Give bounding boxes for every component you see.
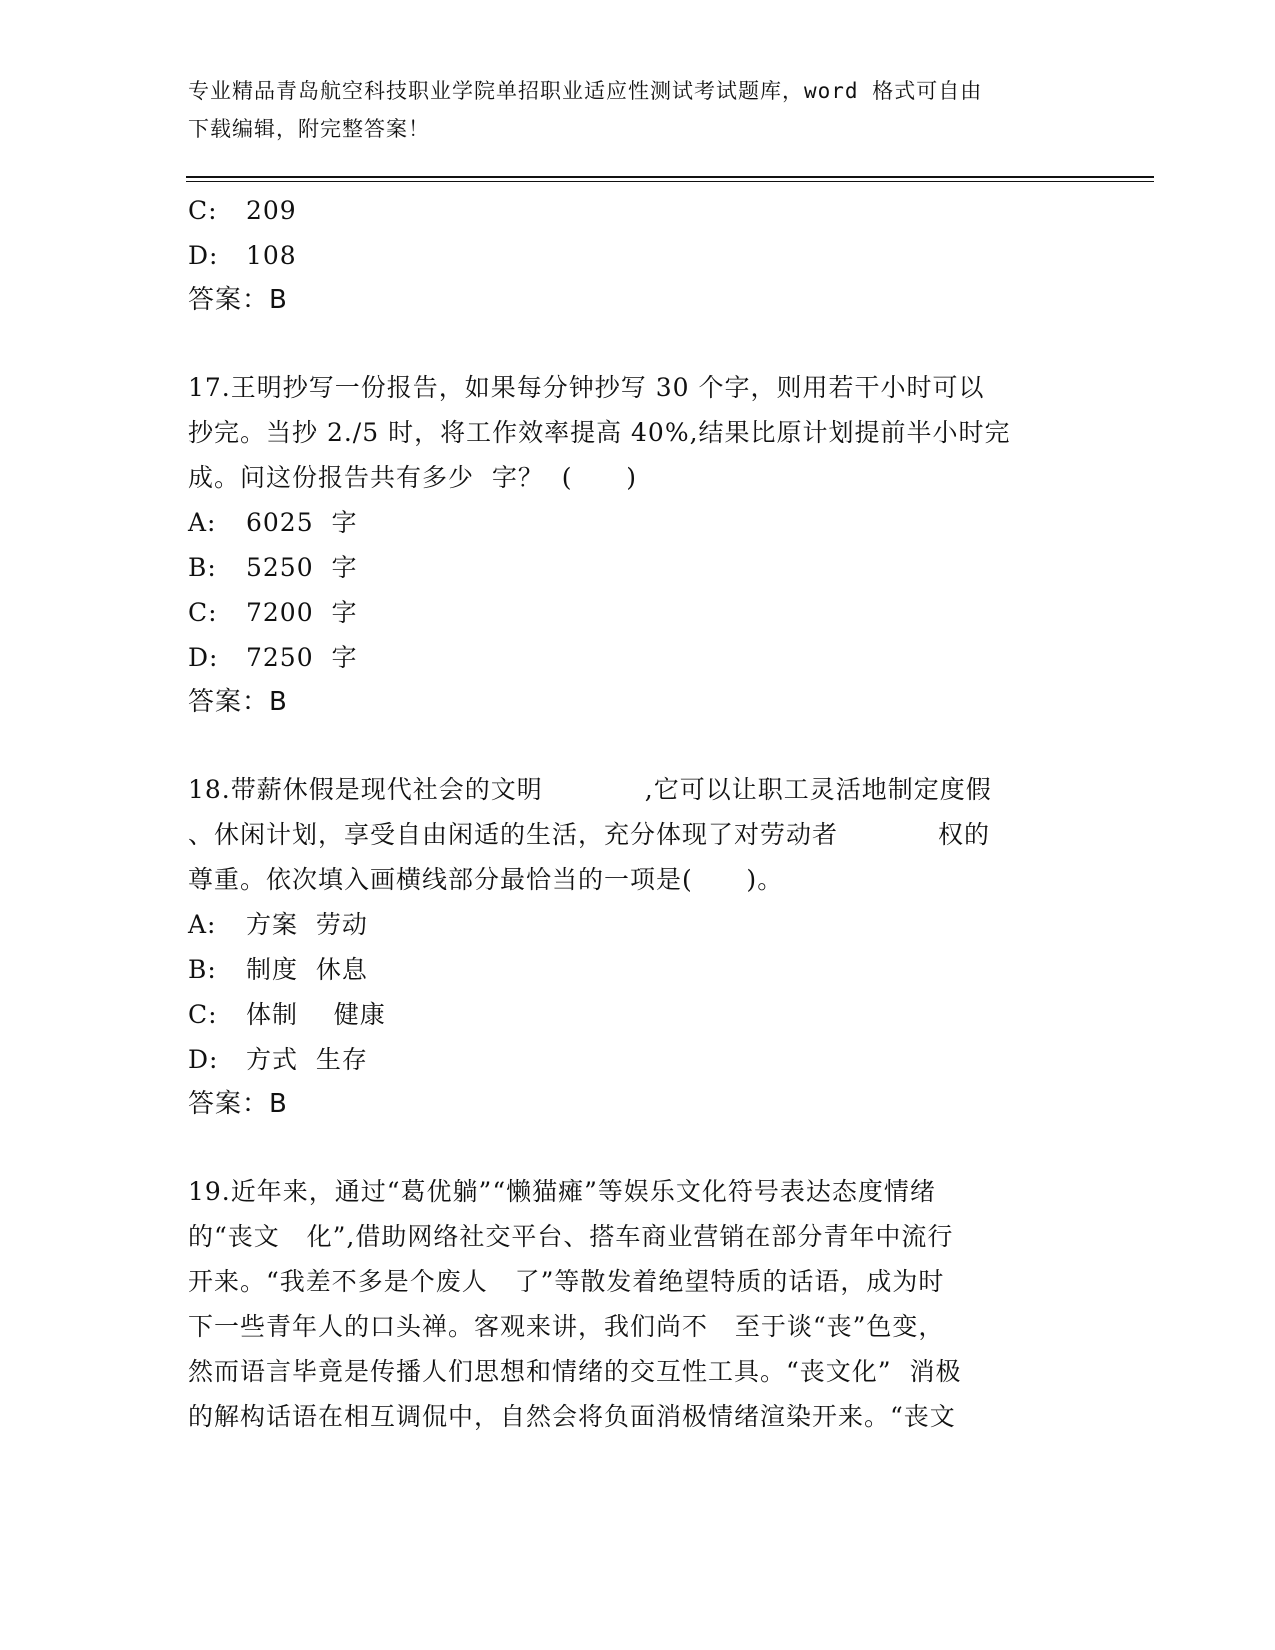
option-d: D: 方式 生存 — [188, 1045, 368, 1074]
answer-line: 答案：B — [188, 285, 288, 315]
question-text-line: 、休闲计划，享受自由闲适的生活，充分体现了对劳动者 权的 — [188, 820, 991, 849]
question-text-line: 下一些青年人的口头禅。客观来讲，我们尚不 至于谈“丧”色变， — [188, 1312, 945, 1341]
document-header — [188, 72, 1088, 148]
question-text-line: 开来。“我差不多是个废人 了”等散发着绝望特质的话语，成为时 — [188, 1267, 945, 1296]
question-text-line: 然而语言毕竟是传播人们思想和情绪的交互性工具。“丧文化” 消极 — [188, 1357, 962, 1386]
answer-line: 答案：B — [188, 687, 288, 717]
question-text-line: 19.近年来，通过“葛优躺”“懒猫瘫”等娱乐文化符号表达态度情绪 — [188, 1177, 936, 1206]
option-b: B: 5250 字 — [188, 553, 358, 582]
question-text-line: 17.王明抄写一份报告，如果每分钟抄写 30 个字，则用若干小时可以 — [188, 373, 985, 402]
option-c: C: 体制 健康 — [188, 1000, 386, 1029]
question-text-line: 的“丧文 化”,借助网络社交平台、搭车商业营销在部分青年中流行 — [188, 1222, 954, 1251]
option-d: D: 108 — [188, 241, 297, 270]
answer-line: 答案：B — [188, 1089, 288, 1119]
option-b: B: 制度 休息 — [188, 955, 368, 984]
header-rule-thin — [186, 181, 1154, 182]
question-text-line: 尊重。依次填入画横线部分最恰当的一项是( )。 — [188, 865, 784, 894]
question-text-line: 18.带薪休假是现代社会的文明 ,它可以让职工灵活地制定度假 — [188, 775, 992, 804]
question-text-line: 的解构话语在相互调侃中，自然会将负面消极情绪渲染开来。“丧文 — [188, 1402, 956, 1431]
option-a: A: 方案 劳动 — [188, 910, 368, 939]
page-content — [188, 188, 1088, 1439]
option-c: C: 7200 字 — [188, 598, 358, 627]
option-a: A: 6025 字 — [188, 508, 358, 537]
question-17 — [188, 365, 1088, 725]
header-line-1: 专业精品青岛航空科技职业学院单招职业适应性测试考试题库，word 格式可自由 — [188, 79, 983, 103]
question-text-line: 成。问这份报告共有多少 字？ ( ) — [188, 463, 637, 492]
question-18 — [188, 767, 1088, 1127]
header-rule — [186, 176, 1154, 178]
question-text-line: 抄完。当抄 2./5 时，将工作效率提高 40%,结果比原计划提前半小时完 — [188, 418, 1011, 447]
option-c: C: 209 — [188, 196, 297, 225]
question-19 — [188, 1169, 1088, 1439]
option-d: D: 7250 字 — [188, 643, 358, 672]
header-line-2: 下载编辑，附完整答案！ — [188, 117, 430, 141]
